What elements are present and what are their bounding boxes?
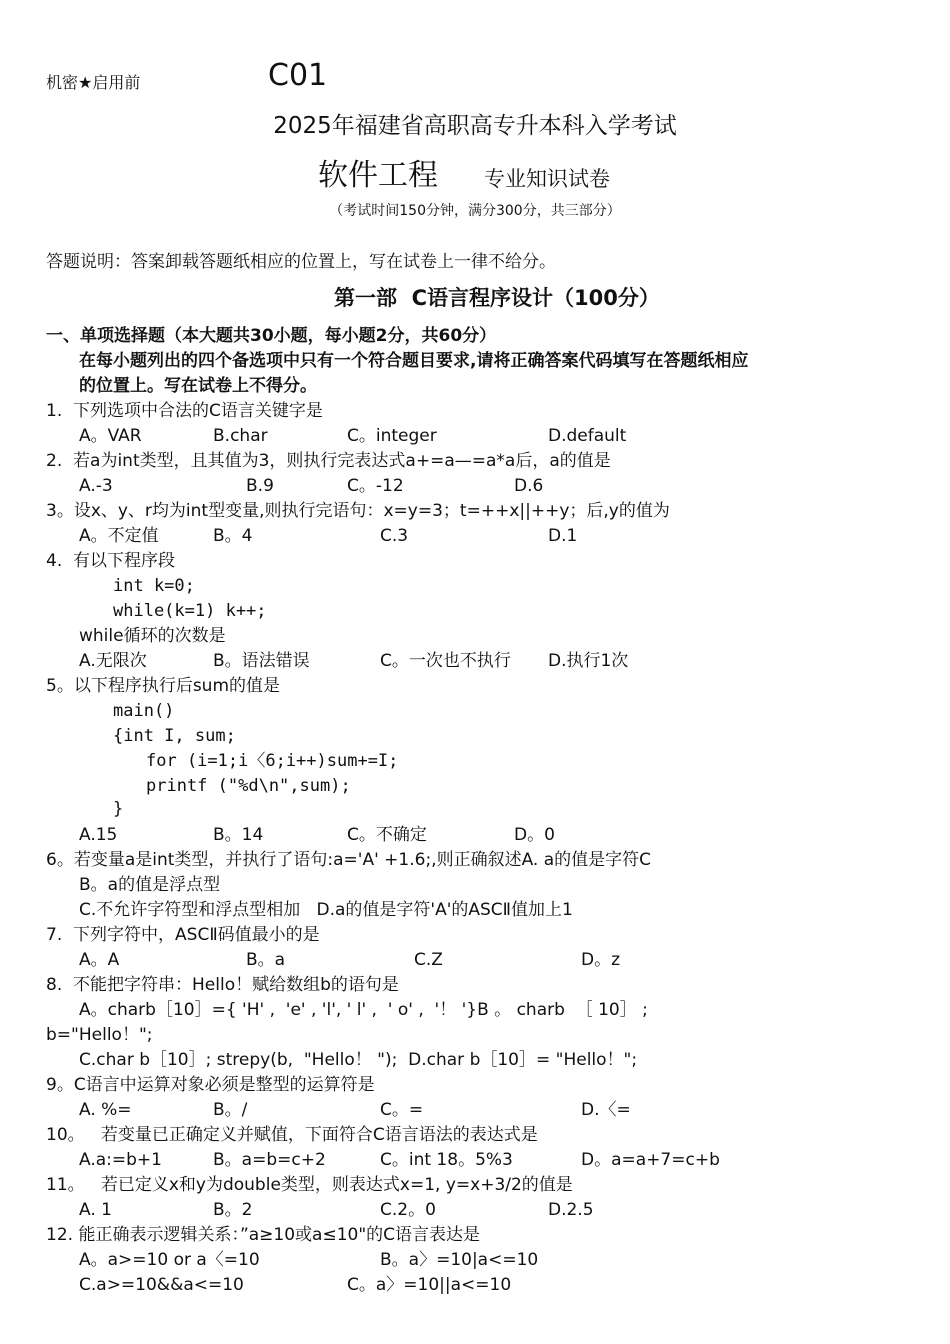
option: A。A [79, 950, 120, 970]
question-stem: 11。 若已定义x和y为double类型，则表达式x=1, y=x+3/2的值是 [46, 1175, 573, 1195]
part-title: 第一部 C语言程序设计（100分） [334, 286, 660, 310]
question-stem: 12. 能正确表示逻辑关系：”a≥10或a≤10"的C语言表达是 [46, 1225, 481, 1245]
option: B.9 [246, 476, 274, 496]
code-line: } [113, 799, 124, 819]
option: C。一次也不执行 [380, 651, 511, 671]
subject-subtitle: 专业知识试卷 [484, 167, 610, 191]
option: D。0 [514, 825, 555, 845]
option: A.a:=b+1 [79, 1150, 162, 1170]
option: B。4 [213, 526, 253, 546]
code-line: int k=0; [113, 576, 195, 596]
question-stem: 8. 不能把字符串：Hello！赋给数组b的语句是 [46, 975, 399, 995]
option: C.char b［10］; strepy(b, "Hello！ "); D.char b［10］= "Hello！"; [79, 1050, 638, 1070]
option: b="Hello！"; [46, 1025, 153, 1045]
option: B。语法错误 [213, 651, 310, 671]
option: A. 1 [79, 1200, 112, 1220]
option: B。2 [213, 1200, 253, 1220]
question-stem: 4. 有以下程序段 [46, 551, 176, 571]
option: C。不确定 [347, 825, 427, 845]
option: A。VAR [79, 426, 142, 446]
option: B。a的值是浮点型 [79, 875, 221, 895]
option: D.6 [514, 476, 544, 496]
option: A。charb［10］={ 'H' , 'e' , 'l', ' l' , ' o' , '！ '}B 。 charb ［ 10］ ; [79, 1000, 648, 1020]
code-line: main() [113, 701, 175, 721]
code-line: while(k=1) k++; [113, 601, 267, 621]
option: C.3 [380, 526, 409, 546]
option: C.Z [414, 950, 443, 970]
option: B。a [246, 950, 286, 970]
question-stem: 2. 若a为int类型，且其值为3，则执行完表达式a+=a—=a*a后，a的值是 [46, 451, 611, 471]
option: C。integer [347, 426, 437, 446]
option: D。a=a+7=c+b [581, 1150, 720, 1170]
question-stem: 9。C语言中运算对象必须是整型的运算符是 [46, 1075, 375, 1095]
option: D.〈= [581, 1100, 631, 1120]
option: C。-12 [347, 476, 404, 496]
confidential-mark: 机密★启用前 [46, 73, 141, 92]
question-stem: 7. 下列字符中，ASCⅡ码值最小的是 [46, 925, 320, 945]
option: C.不允许字符型和浮点型相加 D.a的值是字符'A'的ASCⅡ值加上1 [79, 900, 573, 920]
option: C.2。0 [380, 1200, 436, 1220]
option: A.15 [79, 825, 118, 845]
option: B。a=b=c+2 [213, 1150, 326, 1170]
question-stem: 5。以下程序执行后sum的值是 [46, 676, 281, 696]
question-stem: 6。若变量a是int类型，并执行了语句:a='A' +1.6;,则正确叙述A. a的值是字符C [46, 850, 652, 870]
option: D.1 [548, 526, 578, 546]
option: A.无限次 [79, 651, 147, 671]
exam-title: 2025年福建省高职高专升本科入学考试 [273, 113, 677, 139]
option: B。a〉=10|a<=10 [380, 1250, 539, 1270]
question-stem: 10。 若变量已正确定义并赋值，下面符合C语言语法的表达式是 [46, 1125, 538, 1145]
code-line: for (i=1;i〈6;i++)sum+=I; [146, 751, 399, 771]
exam-info: （考试时间150分钟，满分300分，共三部分） [329, 203, 621, 219]
option: A。不定值 [79, 526, 159, 546]
option: D.2.5 [548, 1200, 594, 1220]
option: C.a>=10&&a<=10 [79, 1275, 244, 1295]
answer-instructions: 答题说明：答案卸载答题纸相应的位置上，写在试卷上一律不给分。 [46, 252, 556, 272]
question-stem: 1. 下列选项中合法的C语言关键字是 [46, 401, 323, 421]
section-heading: 一、单项选择题（本大题共30小题，每小题2分，共60分） [46, 326, 497, 346]
option: A。a>=10 or a〈=10 [79, 1250, 260, 1270]
subject-title: 软件工程 [318, 158, 438, 193]
option: D.执行1次 [548, 651, 629, 671]
code-line: {int I, sum; [113, 726, 236, 746]
paper-code: C01 [268, 58, 328, 93]
question-stem: while循环的次数是 [79, 626, 226, 646]
section-note: 在每小题列出的四个备选项中只有一个符合题目要求,请将正确答案代码填写在答题纸相应 [79, 351, 749, 371]
option: C。a〉=10||a<=10 [347, 1275, 512, 1295]
option: D。z [581, 950, 621, 970]
option: D.default [548, 426, 627, 446]
option: B。14 [213, 825, 264, 845]
option: B.char [213, 426, 268, 446]
option: C。= [380, 1100, 424, 1120]
option: A.-3 [79, 476, 113, 496]
option: A. %= [79, 1100, 132, 1120]
question-stem: 3。设x、y、r均为int型变量,则执行完语句：x=y=3；t=++x||++y；后,y的值为 [46, 501, 670, 521]
option: B。/ [213, 1100, 248, 1120]
code-line: printf ("%d\n",sum); [146, 776, 351, 796]
option: C。int 18。5%3 [380, 1150, 513, 1170]
section-note: 的位置上。写在试卷上不得分。 [79, 376, 317, 396]
